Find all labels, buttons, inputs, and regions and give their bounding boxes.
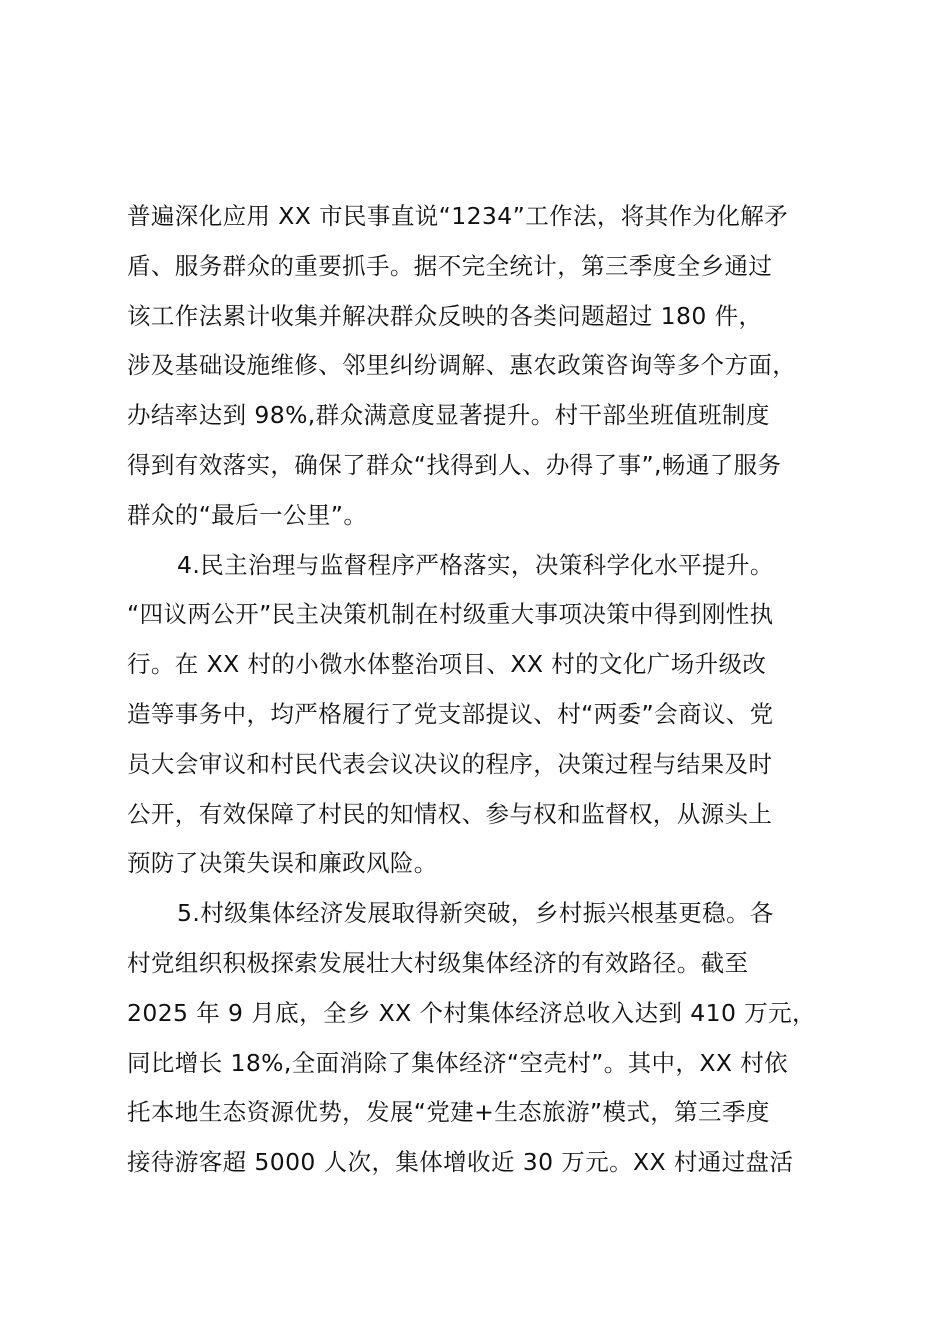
text-line-9: “四议两公开”民主决策机制在村级重大事项决策中得到刚性执 bbox=[127, 600, 774, 629]
text-line-13: 公开，有效保障了村民的知情权、参与权和监督权，从源头上 bbox=[127, 799, 773, 828]
text-line-12: 员大会审议和村民代表会议决议的程序，决策过程与结果及时 bbox=[127, 749, 773, 778]
text-line-18: 同比增长 18%,全面消除了集体经济“空壳村”。其中，XX 村依 bbox=[127, 1048, 788, 1077]
text-line-3: 该工作法累计收集并解决群众反映的各类问题超过 180 件， bbox=[127, 301, 763, 330]
text-line-17: 2025 年 9 月底，全乡 XX 个村集体经济总收入达到 410 万元， bbox=[127, 998, 816, 1027]
text-line-5: 办结率达到 98%,群众满意度显著提升。村干部坐班值班制度 bbox=[127, 401, 770, 430]
text-line-6: 得到有效落实，确保了群众“找得到人、办得了事”,畅通了服务 bbox=[127, 450, 782, 479]
section-4-heading: 4.民主治理与监督程序严格落实，决策科学化水平提升。 bbox=[177, 550, 774, 579]
section-5-heading: 5.村级集体经济发展取得新突破，乡村振兴根基更稳。各 bbox=[177, 899, 774, 928]
text-line-1: 普遍深化应用 XX 市民事直说“1234”工作法，将其作为化解矛 bbox=[127, 202, 789, 230]
text-line-7: 群众的“最后一公里”。 bbox=[127, 500, 368, 529]
text-line-20: 接待游客超 5000 人次，集体增收近 30 万元。XX 村通过盘活 bbox=[127, 1148, 794, 1177]
text-line-10: 行。在 XX 村的小微水体整治项目、XX 村的文化广场升级改 bbox=[127, 650, 767, 679]
text-line-11: 造等事务中，均严格履行了党支部提议、村“两委”会商议、党 bbox=[127, 699, 774, 728]
text-line-4: 涉及基础设施维修、邻里纠纷调解、惠农政策咨询等多个方面， bbox=[127, 351, 797, 380]
body-text bbox=[127, 192, 857, 1188]
text-line-14: 预防了决策失误和廉政风险。 bbox=[127, 849, 438, 878]
text-line-16: 村党组织积极探索发展壮大村级集体经济的有效路径。截至 bbox=[127, 948, 749, 977]
text-line-19: 托本地生态资源优势，发展“党建+生态旅游”模式，第三季度 bbox=[127, 1098, 770, 1127]
text-line-2: 盾、服务群众的重要抓手。据不完全统计，第三季度全乡通过 bbox=[127, 251, 773, 280]
